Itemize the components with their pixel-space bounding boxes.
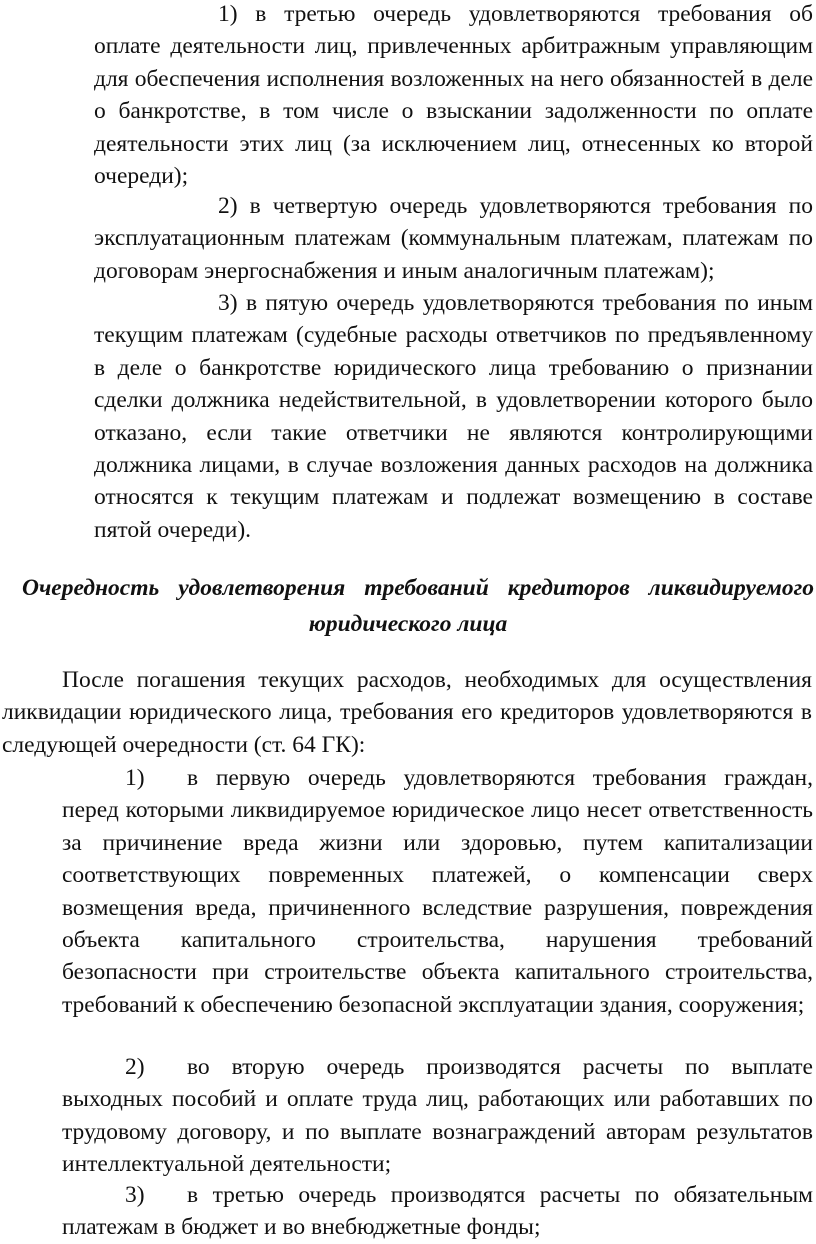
item-text: в первую очередь удовлетворяются требования граждан, перед которыми ликвидируемое юридическое лицо несет ответственность за причинение вреда жизни или здоровью, путем капитализации соответствующих повременных платежей, о компенсации сверх возмещения вреда, причиненного вследствие разрушения, повреждения объекта капитального строительства, нарушения требований безопасности при строительстве объекта капитального строительства, требований к обеспечению безопасной эксплуатации здания, сооружения; <box>62 765 813 1018</box>
item-text: в четвертую очередь удовлетворяются требования по эксплуатационным платежам (коммунальным платежам, платежам по договорам энергоснабжения и иным аналогичным платежам); <box>94 193 813 284</box>
list-item <box>94 0 813 192</box>
item-number: 1) <box>125 765 145 791</box>
item-number: 2) <box>218 193 238 219</box>
list-item <box>94 190 813 287</box>
item-number: 3) <box>218 290 238 316</box>
heading-line-1: Очередность удовлетворения требований кредиторов ликвидируемого <box>22 575 814 601</box>
list-item <box>62 1179 813 1244</box>
item-text: в пятую очередь удовлетворяются требования по иным текущим платежам (судебные расходы ответчиков по предъявленному в деле о банкротстве юридического лица требованию о признании сделки должника недействительной, в удовлетворении которого было отказано, если такие ответчики не являются контролирующими должника лицами, в случае возложения данных расходов на должника относятся к текущим платежам и подлежат возмещению в составе пятой очереди). <box>94 290 814 543</box>
item-text: в третью очередь производятся расчеты по обязательным платежам в бюджет и во внебюджетные фонды; <box>62 1182 813 1241</box>
item-number: 2) <box>125 1054 145 1080</box>
intro-paragraph: После погашения текущих расходов, необходимых для осуществления ликвидации юридического лица, требования его кредиторов удовлетворяются в следующей очередности (ст. 64 ГК): <box>2 667 812 758</box>
heading-line-2: юридического лица <box>308 611 508 637</box>
item-number: 3) <box>125 1182 145 1208</box>
list-item <box>62 1051 813 1181</box>
section-heading <box>0 570 816 642</box>
list-item <box>94 287 813 546</box>
item-number: 1) <box>218 1 238 27</box>
item-text: во вторую очередь производятся расчеты по выплате выходных пособий и оплате труда лиц, работающих или работавших по трудовому договору, и по выплате вознаграждений авторам результатов интеллектуальной деятельности; <box>62 1054 813 1178</box>
item-text: в третью очередь удовлетворяются требования об оплате деятельности лиц, привлеченных арбитражным управляющим для обеспечения исполнения возложенных на него обязанностей в деле о банкротстве, в том числе о взыскании задолженности по оплате деятельности этих лиц (за исключением лиц, отнесенных ко второй очереди); <box>94 1 813 190</box>
list-item <box>62 762 813 1021</box>
